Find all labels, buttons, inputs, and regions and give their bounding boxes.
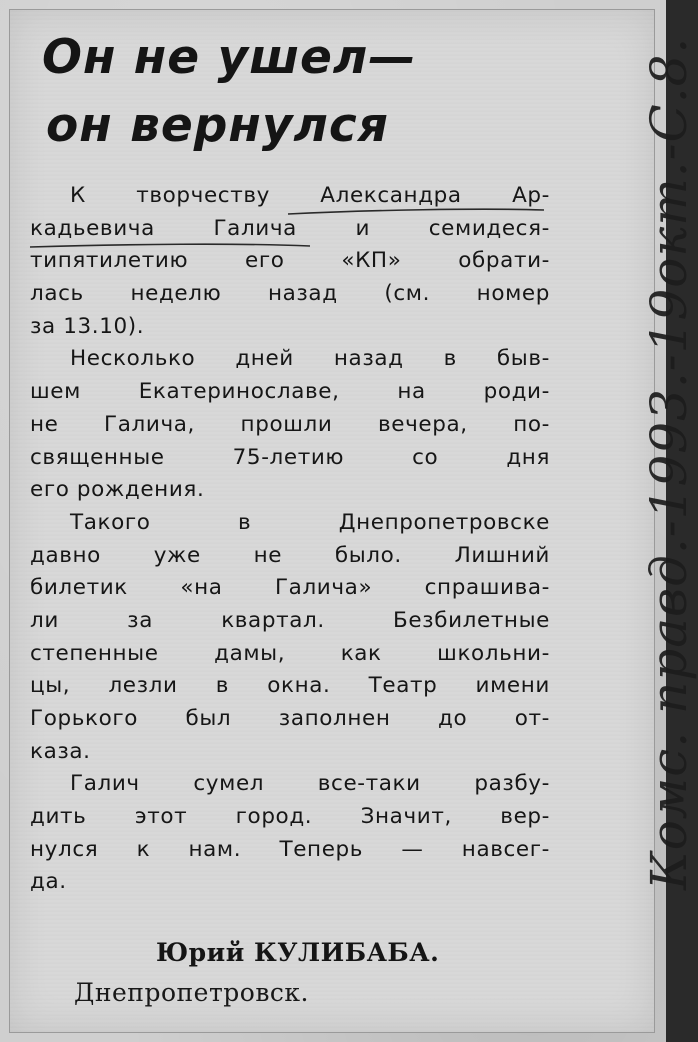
text-line: Галич сумел все-таки разбу- <box>70 771 550 797</box>
handwritten-source-note: Комс. правд.-1993.-19окт.-С.8. <box>640 36 698 890</box>
text-line: не Галича, прошли вечера, по- <box>30 411 550 437</box>
text-line: К творчеству Александра Ар- <box>70 183 550 208</box>
text-line: ли за квартал. Безбилетные <box>30 607 550 633</box>
author-city: Днепропетровск. <box>74 978 309 1007</box>
headline-line-2: он вернулся <box>46 98 389 153</box>
paragraph-3 <box>30 507 550 769</box>
newspaper-clipping <box>10 10 698 1032</box>
text-line: цы, лезли в окна. Театр имени <box>30 673 550 699</box>
text-line: степенные дамы, как школьни- <box>30 640 550 666</box>
text-line: его рождения. <box>30 477 205 503</box>
text-line: нулся к нам. Теперь — навсег- <box>30 836 550 862</box>
text-line: давно уже не было. Лишний <box>30 542 550 568</box>
paragraph-4 <box>30 768 550 899</box>
text-line: дить этот город. Значит, вер- <box>30 804 550 830</box>
text-line: Такого в Днепропетровске <box>70 509 550 535</box>
headline-line-1: Он не ушел— <box>42 30 417 85</box>
text-line: кадьевича Галича и семидеся- <box>30 215 550 241</box>
text-line: Горького был заполнен до от- <box>30 706 550 731</box>
paragraph-1 <box>30 180 550 343</box>
text-line: священные 75-летию со дня <box>30 444 550 470</box>
text-line: за 13.10). <box>30 313 145 339</box>
text-line: шем Екатеринославе, на роди- <box>30 379 550 405</box>
author-signature: Юрий КУЛИБАБА. <box>156 938 440 967</box>
article-headline <box>42 24 416 160</box>
article-body <box>30 180 550 899</box>
text-line: билетик «на Галича» спрашива- <box>30 575 550 601</box>
paragraph-2 <box>30 343 550 506</box>
text-line: да. <box>30 869 67 895</box>
text-line: каза. <box>30 738 91 764</box>
text-line: типятилетию его «КП» обрати- <box>30 248 550 274</box>
text-line: лась неделю назад (см. номер <box>30 281 550 307</box>
text-line: Несколько дней назад в быв- <box>70 346 550 372</box>
